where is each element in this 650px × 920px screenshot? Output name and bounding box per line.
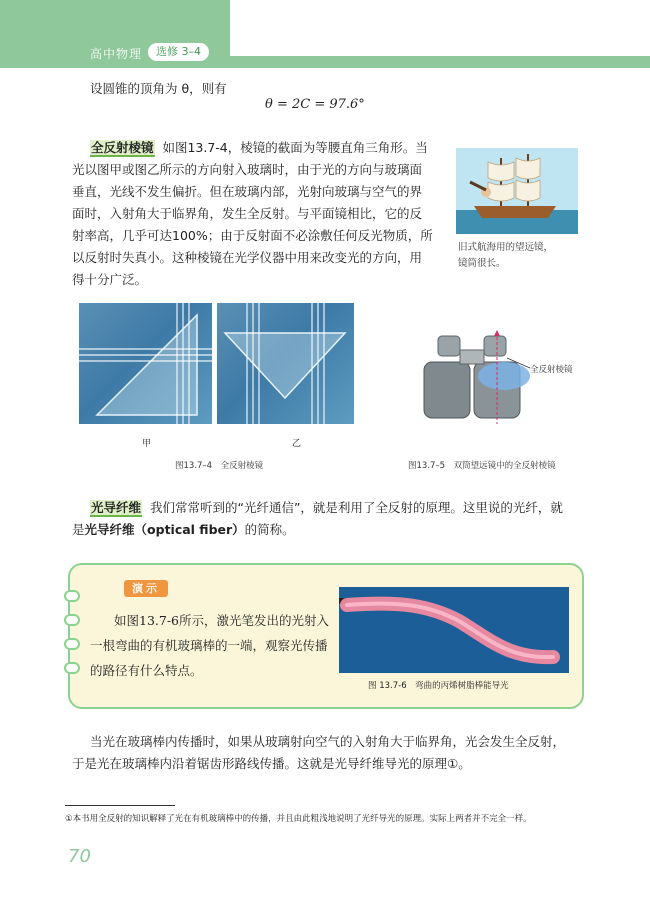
ship-image (456, 148, 578, 234)
prism-photo-a (79, 303, 212, 424)
photo-label-b: 乙 (292, 439, 302, 449)
footnote: ①本书用全反射的知识解释了光在有机玻璃棒中的传播，并且由此粗浅地说明了光纤导光的原理。实际上两者并不完全一样。 (65, 814, 532, 824)
fiber-keyword: 光导纤维 (91, 500, 142, 515)
fiber-line-1: 光导纤维 我们常常听到的“光纤通信”，就是利用了全反射的原理。这里说的光纤，就 (91, 500, 563, 515)
fiber-photo (339, 587, 569, 673)
prism-photo-b (217, 303, 354, 424)
closing-line-2: 于是光在玻璃棒内沿着锯齿形路线传播。这就是光导纤维导光的原理①。 (72, 756, 471, 771)
binder-ring (64, 662, 80, 674)
page-number: 70 (68, 846, 91, 867)
binoculars-illustration (412, 328, 582, 428)
intro-line: 设圆锥的顶角为 θ，则有 (90, 81, 227, 96)
figure-13-7-5-caption: 图13.7–5 双筒望远镜中的全反射棱镜 (408, 461, 556, 471)
figure-13-7-4-caption: 图13.7–4 全反射棱镜 (175, 461, 264, 471)
closing-line-1: 当光在玻璃棒内传播时，如果从玻璃射向空气的入射角大于临界角，光会发生全反射， (90, 734, 566, 749)
photo-label-a: 甲 (142, 439, 152, 449)
footnote-rule (65, 805, 175, 806)
demo-tag: 演示 (124, 580, 168, 597)
figure-13-7-6-caption: 图 13.7-6 弯曲的丙烯树脂棒能导光 (368, 681, 509, 691)
ship-caption: 旧式航海用的望远镜， 镜筒很长。 (458, 242, 554, 269)
volume-badge: 选修 3–4 (148, 43, 209, 61)
prism-callout: 全反射棱镜 (530, 365, 573, 375)
binder-ring (64, 614, 80, 626)
book-title: 高中物理 (90, 47, 143, 61)
formula: θ = 2C = 97.6° (265, 97, 365, 112)
demo-text: 如图13.7-6所示，激光笔发出的光射入一根弯曲的有机玻璃棒的一端，观察光传播的路径有什么特点。 (90, 613, 330, 678)
fiber-line-2: 是光导纤维（optical fiber）的简称。 (72, 522, 295, 537)
binder-ring (64, 638, 80, 650)
binder-ring (64, 590, 80, 602)
prism-keyword: 全反射棱镜 (91, 140, 154, 155)
prism-paragraph: 全反射棱镜 如图13.7-4，棱镜的截面为等腰直角三角形。当 (91, 140, 428, 155)
prism-paragraph-cont: 光以图甲或图乙所示的方向射入玻璃时，由于光的方向与玻璃面 垂直，光线不发生偏折。但在玻璃内部，光射向玻璃与空气的界 面时，入射角大于临界角，发生全反射。与平面镜相比，它的反 射率高，几乎可达100%；由于反射面不必涂敷任何反光物质，所 以反射时失真小。这种棱镜在光学仪器中用来改变光的方向，用 得十分广泛。 (72, 162, 433, 287)
header-cutout (230, 0, 650, 56)
